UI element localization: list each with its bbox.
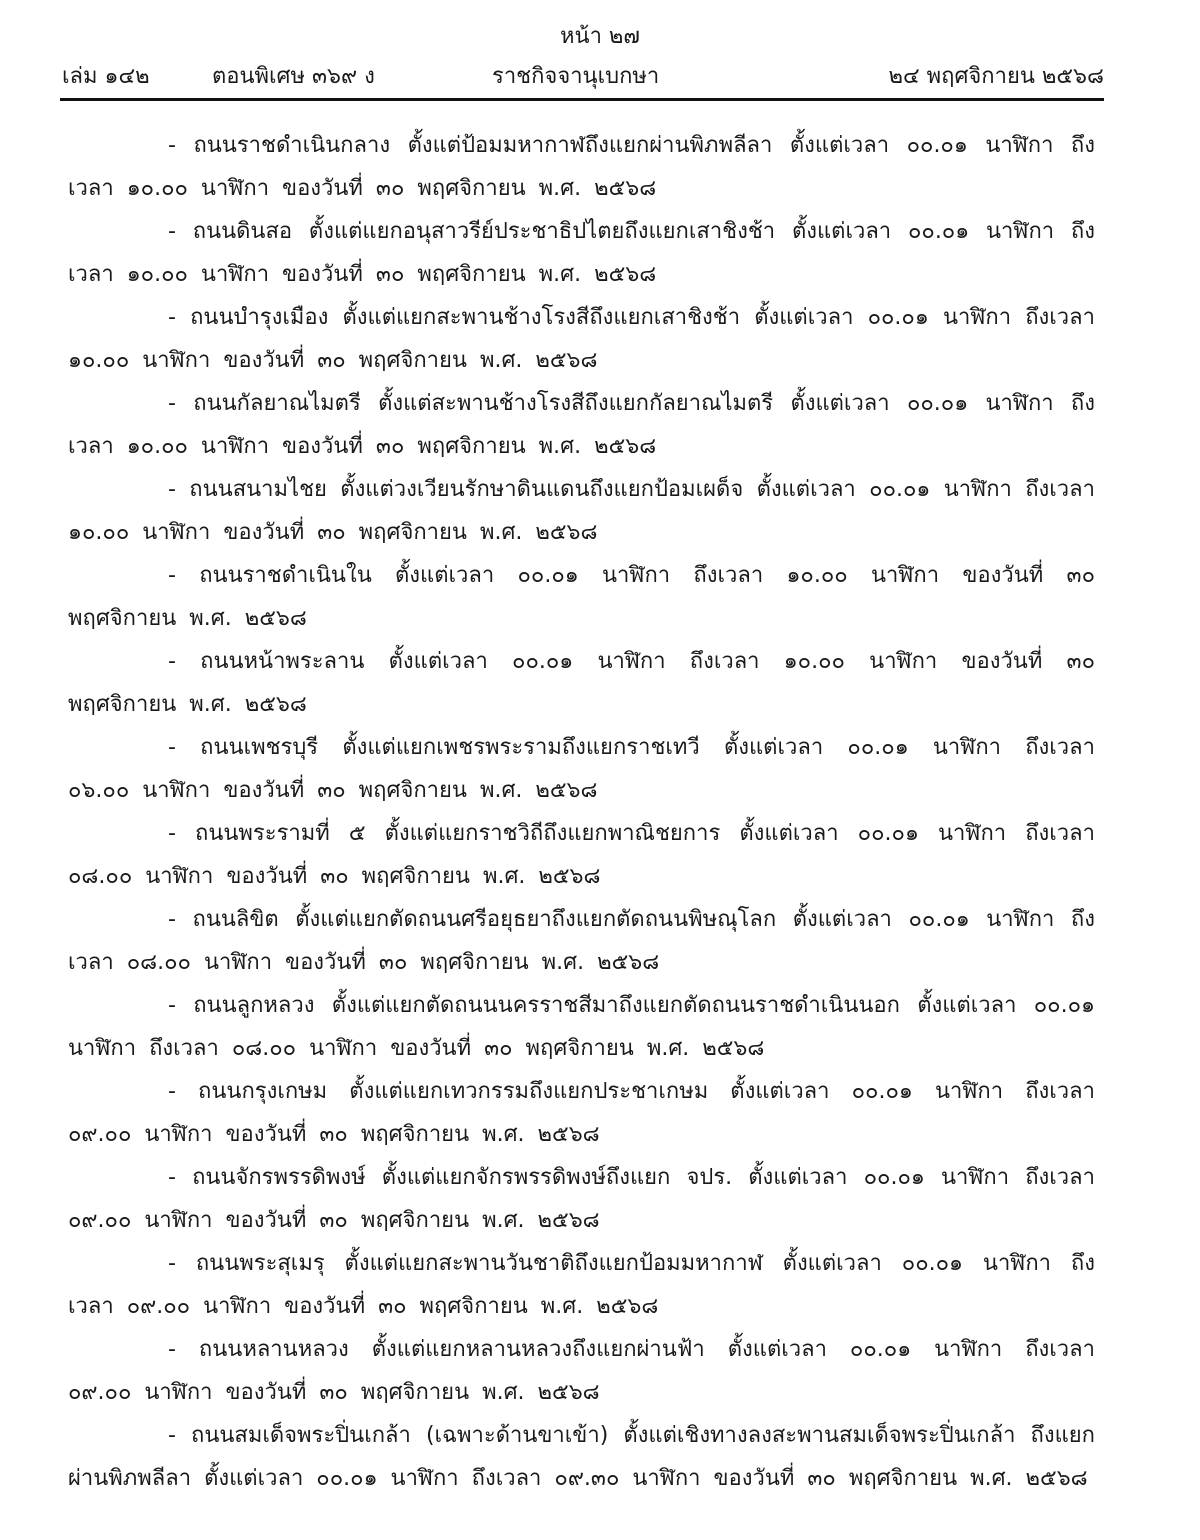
road-closure-item: - ถนนหน้าพระลาน ตั้งแต่เวลา ๐๐.๐๑ นาฬิกา ถึงเวลา ๑๐.๐๐ นาฬิกา ของวันที่ ๓๐ พฤศจิกายน พ.ศ. ๒๕๖๘ [68,649,1095,717]
document-body [68,124,1095,1500]
road-closure-item: - ถนนกรุงเกษม ตั้งแต่แยกเทวกรรมถึงแยกประชาเกษม ตั้งแต่เวลา ๐๐.๐๑ นาฬิกา ถึงเวลา ๐๙.๐๐ นาฬิกา ของวันที่ ๓๐ พฤศจิกายน พ.ศ. ๒๕๖๘ [68,1079,1095,1147]
road-closure-item: - ถนนหลานหลวง ตั้งแต่แยกหลานหลวงถึงแยกผ่านฟ้า ตั้งแต่เวลา ๐๐.๐๑ นาฬิกา ถึงเวลา ๐๙.๐๐ นาฬิกา ของวันที่ ๓๐ พฤศจิกายน พ.ศ. ๒๕๖๘ [68,1337,1095,1405]
volume-number: เล่ม ๑๔๒ [62,64,150,89]
road-closure-item: - ถนนลิขิต ตั้งแต่แยกตัดถนนศรีอยุธยาถึงแยกตัดถนนพิษณุโลก ตั้งแต่เวลา ๐๐.๐๑ นาฬิกา ถึงเวลา ๐๘.๐๐ นาฬิกา ของวันที่ ๓๐ พฤศจิกายน พ.ศ. ๒๕๖๘ [68,907,1095,975]
page-number: หน้า ๒๗ [560,24,640,49]
issue-number: ตอนพิเศษ ๓๖๙ ง [212,64,375,89]
road-closure-item: - ถนนพระสุเมรุ ตั้งแต่แยกสะพานวันชาติถึงแยกป้อมมหากาฬ ตั้งแต่เวลา ๐๐.๐๑ นาฬิกา ถึงเวลา ๐๙.๐๐ นาฬิกา ของวันที่ ๓๐ พฤศจิกายน พ.ศ. ๒๕๖๘ [68,1251,1095,1319]
road-closure-item: - ถนนราชดำเนินกลาง ตั้งแต่ป้อมมหากาฬถึงแยกผ่านพิภพลีลา ตั้งแต่เวลา ๐๐.๐๑ นาฬิกา ถึงเวลา ๑๐.๐๐ นาฬิกา ของวันที่ ๓๐ พฤศจิกายน พ.ศ. ๒๕๖๘ [68,133,1095,201]
publication-date: ๒๔ พฤศจิกายน ๒๕๖๘ [888,64,1104,89]
publication-title: ราชกิจจานุเบกษา [492,64,660,89]
header-divider [60,98,1104,101]
road-closure-item: - ถนนสนามไชย ตั้งแต่วงเวียนรักษาดินแดนถึงแยกป้อมเผด็จ ตั้งแต่เวลา ๐๐.๐๑ นาฬิกา ถึงเวลา ๑๐.๐๐ นาฬิกา ของวันที่ ๓๐ พฤศจิกายน พ.ศ. ๒๕๖๘ [68,477,1095,545]
road-closure-item: - ถนนจักรพรรดิพงษ์ ตั้งแต่แยกจักรพรรดิพงษ์ถึงแยก จปร. ตั้งแต่เวลา ๐๐.๐๑ นาฬิกา ถึงเวลา ๐๙.๐๐ นาฬิกา ของวันที่ ๓๐ พฤศจิกายน พ.ศ. ๒๕๖๘ [68,1165,1095,1233]
road-closure-item: - ถนนสมเด็จพระปิ่นเกล้า (เฉพาะด้านขาเข้า) ตั้งแต่เชิงทางลงสะพานสมเด็จพระปิ่นเกล้า ถึงแยกผ่านพิภพลีลา ตั้งแต่เวลา ๐๐.๐๑ นาฬิกา ถึงเวลา ๐๙.๓๐ นาฬิกา ของวันที่ ๓๐ พฤศจิกายน พ.ศ. ๒๕๖๘ [68,1423,1095,1491]
road-closure-item: - ถนนราชดำเนินใน ตั้งแต่เวลา ๐๐.๐๑ นาฬิกา ถึงเวลา ๑๐.๐๐ นาฬิกา ของวันที่ ๓๐ พฤศจิกายน พ.ศ. ๒๕๖๘ [68,563,1095,631]
gazette-header [62,58,1104,94]
road-closure-item: - ถนนดินสอ ตั้งแต่แยกอนุสาวรีย์ประชาธิปไตยถึงแยกเสาชิงช้า ตั้งแต่เวลา ๐๐.๐๑ นาฬิกา ถึงเวลา ๑๐.๐๐ นาฬิกา ของวันที่ ๓๐ พฤศจิกายน พ.ศ. ๒๕๖๘ [68,219,1095,287]
road-closure-item: - ถนนบำรุงเมือง ตั้งแต่แยกสะพานช้างโรงสีถึงแยกเสาชิงช้า ตั้งแต่เวลา ๐๐.๐๑ นาฬิกา ถึงเวลา ๑๐.๐๐ นาฬิกา ของวันที่ ๓๐ พฤศจิกายน พ.ศ. ๒๕๖๘ [68,305,1095,373]
road-closure-item: - ถนนลูกหลวง ตั้งแต่แยกตัดถนนนครราชสีมาถึงแยกตัดถนนราชดำเนินนอก ตั้งแต่เวลา ๐๐.๐๑ นาฬิกา ถึงเวลา ๐๘.๐๐ นาฬิกา ของวันที่ ๓๐ พฤศจิกายน พ.ศ. ๒๕๖๘ [68,993,1095,1061]
road-closure-item: - ถนนเพชรบุรี ตั้งแต่แยกเพชรพระรามถึงแยกราชเทวี ตั้งแต่เวลา ๐๐.๐๑ นาฬิกา ถึงเวลา ๐๖.๐๐ นาฬิกา ของวันที่ ๓๐ พฤศจิกายน พ.ศ. ๒๕๖๘ [68,735,1095,803]
road-closure-item: - ถนนพระรามที่ ๕ ตั้งแต่แยกราชวิถีถึงแยกพาณิชยการ ตั้งแต่เวลา ๐๐.๐๑ นาฬิกา ถึงเวลา ๐๘.๐๐ นาฬิกา ของวันที่ ๓๐ พฤศจิกายน พ.ศ. ๒๕๖๘ [68,821,1095,889]
road-closure-item: - ถนนกัลยาณไมตรี ตั้งแต่สะพานช้างโรงสีถึงแยกกัลยาณไมตรี ตั้งแต่เวลา ๐๐.๐๑ นาฬิกา ถึงเวลา ๑๐.๐๐ นาฬิกา ของวันที่ ๓๐ พฤศจิกายน พ.ศ. ๒๕๖๘ [68,391,1095,459]
